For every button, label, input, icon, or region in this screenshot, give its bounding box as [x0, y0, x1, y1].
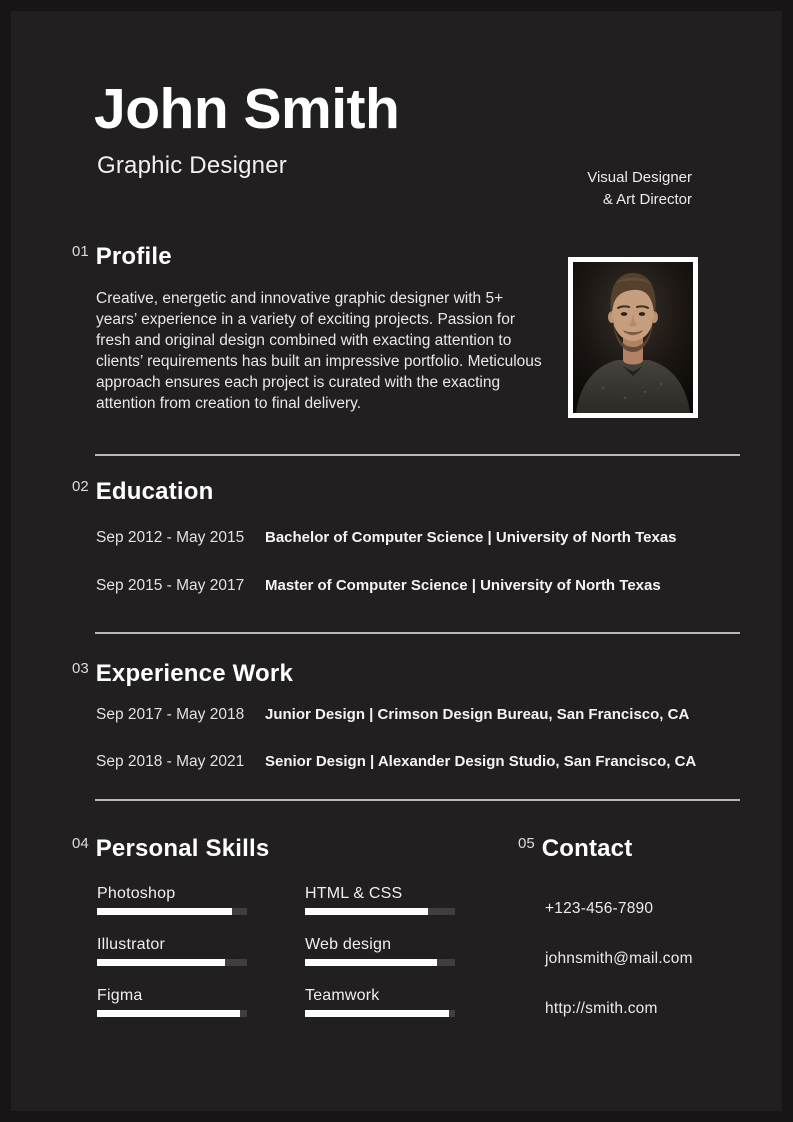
experience-dates: Sep 2018 - May 2021 [96, 753, 245, 770]
portrait-illustration [573, 262, 693, 413]
side-title-line2: & Art Director [602, 190, 692, 208]
side-title [587, 167, 692, 210]
section-number: 05 [518, 835, 535, 852]
skill-item [97, 986, 247, 1017]
section-header-contact [518, 835, 632, 863]
skill-bar-fill [305, 959, 437, 966]
skill-bar-fill [97, 1010, 240, 1017]
skill-item [305, 986, 455, 1017]
skill-label: Illustrator [97, 936, 165, 953]
skill-item [97, 884, 247, 915]
section-divider [95, 799, 740, 801]
skill-bar [97, 959, 247, 966]
education-row [96, 529, 744, 547]
section-title: Profile [95, 243, 172, 270]
profile-summary: Creative, energetic and innovative graphic designer with 5+ years’ experience in a variety of exciting projects. Passion for fresh and original design combined with exacting attention to clients’ requirements has built an impressive portfolio. Meticulous approach ensures each project is curated with the exacting attention from creation to final delivery. [96, 290, 542, 412]
skill-item [305, 935, 455, 966]
skill-bar [305, 908, 455, 915]
experience-row [96, 753, 744, 771]
contact-phone: +123-456-7890 [545, 900, 654, 917]
section-header-skills [72, 835, 269, 863]
section-title: Experience Work [95, 660, 293, 687]
skill-bar-fill [305, 1010, 449, 1017]
contact-list [545, 899, 693, 1049]
section-title: Education [95, 478, 214, 505]
contact-email: johnsmith@mail.com [545, 950, 693, 967]
skill-label: Teamwork [305, 987, 380, 1004]
section-number: 03 [72, 660, 89, 677]
experience-description: Senior Design | Alexander Design Studio, San Francisco, CA [265, 753, 697, 770]
section-number: 01 [72, 243, 89, 260]
section-title: Personal Skills [95, 835, 270, 862]
education-description: Bachelor of Computer Science | University of North Texas [265, 529, 677, 546]
skill-label: Photoshop [97, 885, 176, 902]
skill-bar [305, 1010, 455, 1017]
education-description: Master of Computer Science | University of North Texas [265, 577, 661, 594]
contact-website: http://smith.com [545, 1000, 658, 1017]
person-name: John Smith [94, 77, 400, 141]
education-dates: Sep 2012 - May 2015 [96, 529, 245, 546]
skill-bar [97, 1010, 247, 1017]
section-number: 02 [72, 478, 89, 495]
section-title: Contact [541, 835, 633, 862]
education-row [96, 577, 744, 595]
portrait-photo [568, 257, 698, 418]
experience-row [96, 706, 744, 724]
experience-description: Junior Design | Crimson Design Bureau, San Francisco, CA [265, 706, 690, 723]
skill-label: HTML & CSS [305, 885, 403, 902]
skill-item [97, 935, 247, 966]
skills-grid [97, 884, 455, 1017]
section-header-experience [72, 660, 293, 688]
section-header-profile [72, 243, 172, 271]
section-number: 04 [72, 835, 89, 852]
skill-item [305, 884, 455, 915]
skill-bar-fill [305, 908, 428, 915]
person-job-title: Graphic Designer [97, 152, 287, 179]
section-divider [95, 454, 740, 456]
skill-bar-fill [97, 959, 225, 966]
skill-bar [97, 908, 247, 915]
skill-bar-fill [97, 908, 232, 915]
section-header-education [72, 478, 214, 506]
section-divider [95, 632, 740, 634]
skill-bar [305, 959, 455, 966]
skill-label: Web design [305, 936, 392, 953]
skill-label: Figma [97, 987, 143, 1004]
side-title-line1: Visual Designer [587, 169, 692, 186]
experience-dates: Sep 2017 - May 2018 [96, 706, 245, 723]
education-dates: Sep 2015 - May 2017 [96, 577, 245, 594]
